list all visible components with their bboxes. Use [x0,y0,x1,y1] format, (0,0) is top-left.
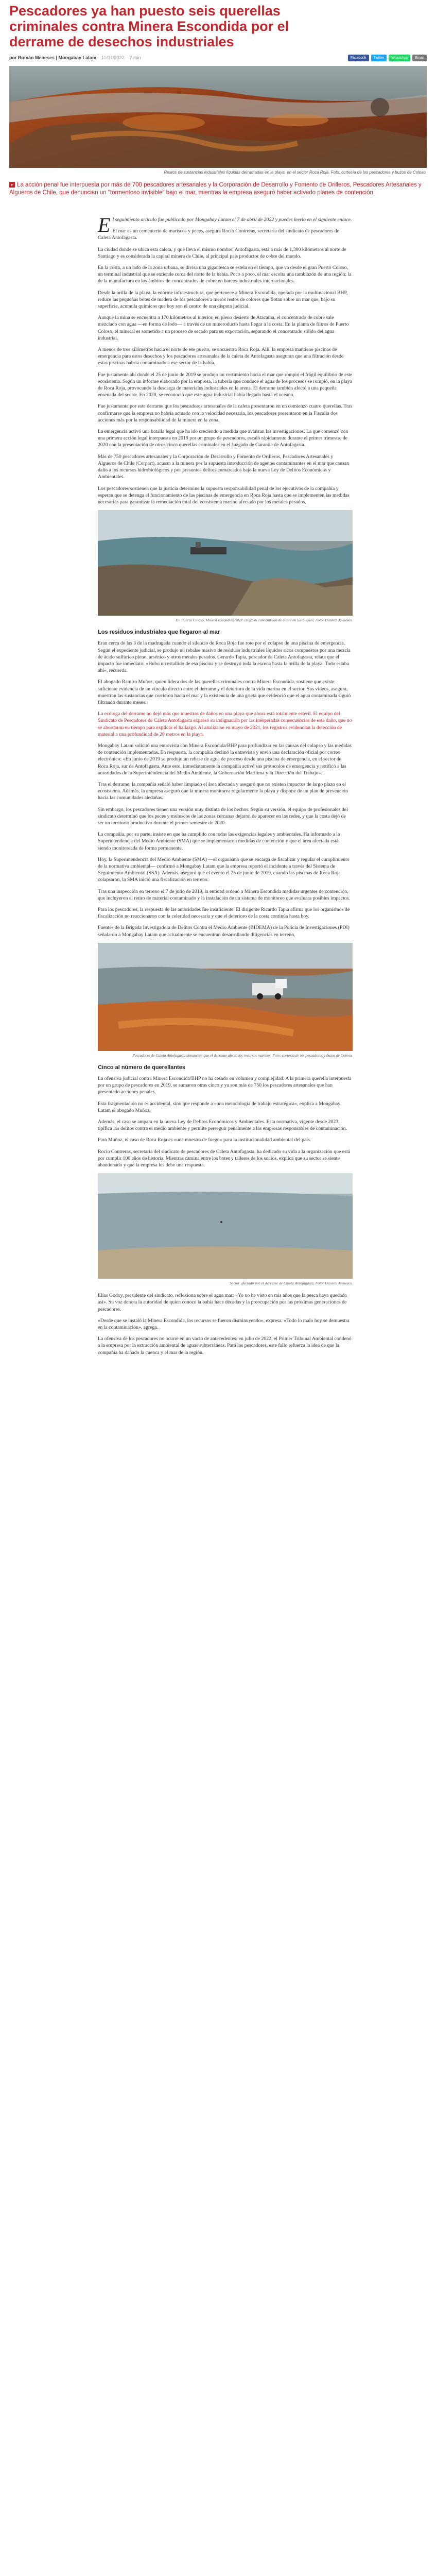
body-paragraph: A menos de tres kilómetros hacia el norte de ese puerto, se encuentra Roca Roja. Allí, la empresa mantiene piscinas de emergencia para estos desechos y los pescadores artesanales de la caleta de Antofagasta aseguran que una filtración desde estas piscinas habría contaminado a ese sector de la bahía. [98,347,344,366]
body-paragraph: Los pescadores sostienen que la justicia determine la supuesta responsabilidad penal de los ejecutivos de la compañía y esperan que se detenga el funcionamiento de las piscinas de emergencia en Roca Roja hasta que se implementen las medidas necesarias para garantizar la remediación total del ecosistema marino afectado por los metales pesados. [98,485,350,505]
article-lead [9,181,427,197]
body-paragraph: En la costa, a un lado de la zona urbana, se divisa una gigantesca se estela en el tiempo, que va desde el gran Puerto Coloso, un terminal industrial que se extiende cerca del norte de la bahía. Poco a poco, el mar escolta una ramblazón de una región; la de la manufactura en los ámbitos de concentrados de cobre en barcos industriales internacionales. [98,265,352,284]
photo-caleta [98,1173,353,1279]
author-byline[interactable]: por Román Meneses | Mongabay Latam [9,55,97,60]
photo-roca-roja-caption: Pescadores de Caleta Antofagasta denuncian que el derrame afectó los recursos marinos. Foto: cortesía de los pescadores y buzos de Coloso. [132,1053,353,1058]
body-paragraph: La ciudad donde se ubica esta caleta, y que lleva el mismo nombre, Antofagasta, está a más de 1,300 kilómetros al norte de Santiago y es considerada la capital minera de Chile, al principal país productor de cobre del mundo. [98,246,346,259]
body-paragraph[interactable]: La ecóloga del derrame no dejó más que muestras de daños en una playa que ahora está totalmente estéril. El equipo del Sindicato de Pescadores de Caleta Antofagasta expresó su indignación por las inesperadas consecuencias de este daño, que no se abordaron en tiempo para explicar el hallazgo. Al analizarse en mayo de 2021, los registros evidencian la detección de material a una profundidad de 20 metros en la playa. [98,711,352,737]
share-buttons [348,55,427,61]
bay-photo-illustration [98,1173,353,1279]
share-email-button[interactable]: Email [412,55,427,61]
hero-image [9,66,427,168]
body-paragraph: Más de 750 pescadores artesanales y la Corporación de Desarrollo y Fomento de Orilleros, Pescadores Artesanales y Algueros de Chile (Corpart), acusan a la minera por la supuesta introducción de agentes contaminantes en el mar que causan daño a los recursos hidrobiológicos y por presuntos delitos enmarcados bajo la nueva Ley de Delitos Económicos y Ambientales. [98,453,350,480]
body-paragraph: Rocío Contreras, secretaria del sindicato de pescadores de Caleta Antofagasta, ha dedicado su vida a la organización que está por cumplir 100 años de historia. Mientras camina entre los botes y talleres de los socios, explica que su sector se siente abandonado y que la empresa les debe una respuesta. [98,1148,351,1168]
body-paragraph: Tras el derrame, la compañía señaló haber limpiado el área afectada y aseguró que no existen impactos de largo plazo en el ecosistema. Además, la empresa aseguró que la minera monitorea regularmente la playa y dispone de un plan de prevención hacia las comunidades aledañas. [98,781,348,801]
body-paragraph: Fue justamente por este derrame que los pescadores artesanales de la caleta presentaron en un comienzo cuatro querellas. Tras confirmarse que la empresa no habría actuado con la velocidad necesaria, los pescadores presentaron en la Fiscalía dos acciones más por la responsabilidad de la minera en la zona. [98,403,353,423]
body-paragraph: Aunque la mina se encuentra a 170 kilómetros al interior, en pleno desierto de Atacama, el concentrado de cobre sale mezclado con agua —en forma de lodo— a través de un mineroducto hasta llegar a la costa. En la planta de filtros de Puerto Coloso, el mineral es sometido a un proceso de secado para su exportación, separando el concentrado sólido del agua industrial. [98,315,349,341]
lead-marker-icon: ▸ [9,182,15,188]
body-paragraph: Para los pescadores, la respuesta de las autoridades fue insuficiente. El dirigente Ricardo Tapia afirma que los organismos de fiscalización no reaccionaron con la celeridad necesaria y que el deterioro de la costa continúa hasta hoy. [98,907,350,920]
body-paragraph: Fue justamente ahí donde el 25 de junio de 2019 se produjo un vertimiento hacia el mar que rompió el frágil equilibrio de este ecosistema. Según un informe elaborado por la empresa, la tubería que conduce el agua de los procesos se rompió, en la playa de Roca Roja, provocando la descarga de materiales industriales en la arena. El derrame también afectó a una pequeña ensenada del sector. En 2020, se reconoció que este agua industrial había llegado hasta el océano. [98,371,353,398]
body-paragraph: Desde la orilla de la playa, la enorme infraestructura, que pertenece a Minera Escondida, operada por la multinacional BHP, reduce las pequeñas botes de madera de los pescadores a meros restos de colores que flotan sobre un mar que, bajo su superficie, acumula químicos que hoy son el centro de una disputa judicial. [98,290,348,310]
body-paragraph: Mongabay Latam solicitó una entrevista con Minera Escondida/BHP para profundizar en las causas del colapso y las medidas de contención implementadas. En respuesta, la compañía declinó la entrevista y envió una declaración oficial por correo electrónico: «En junio de 2019 se produjo un rebase de agua de proceso desde una piscina de emergencia, en el sector de Roca Roja, sur de Antofagasta. Ante esto, inmediatamente la compañía activó sus protocolos de emergencia y notificó a las autoridades de la Superintendencia del Medio Ambiente, la Gobernación Marítima y la Dirección del Trabajo». [98,742,352,776]
share-twitter-button[interactable]: Twitter [371,55,387,61]
body-paragraph: Para Muñoz, el caso de Roca Roja es «una muestra de fuego» para la institucionalidad ambiental del país. [98,1137,311,1143]
body-paragraph: Elías Godoy, presidente del sindicato, reflexiona sobre el agua mar: «Yo no he visto en mis años que la pesca haya quedado así». Su voz denota la autoridad de quien conoce la bahía hace décadas y la preocupación por las próximas generaciones de pescadores. [98,1293,347,1312]
body-paragraph: Sin embargo, los pescadores tienen una versión muy distinta de los hechos. Según su versión, el equipo de profesionales del sindicato determinó que los peces y moluscos de las zonas cercanas dejaron de aparecer en las redes, y que la costa dejó de ser un territorio productivo durante el primer semestre de 2020. [98,806,348,826]
dropcap: E [98,213,111,236]
truck-photo-illustration [98,943,353,1051]
article-title: Pescadores ya han puesto seis querellas criminales contra Minera Escondida por el derrame de desechos industriales [9,3,289,49]
intro-paragraph: El seguimiento artículo fue publicado por Mongabay Latam el 7 de abril de 2022 y puedes leerlo en el siguiente enlace. [98,213,352,236]
body-paragraph: Tras una inspección en terreno el 7 de julio de 2019, la entidad ordenó a Minera Escondida medidas urgentes de contención, que incluyeron el retiro de material contaminado y la instalación de un sistema de monitoreo que evaluara posibles impactos. [98,888,350,901]
lead-text: La acción penal fue interpuesta por más de 700 pescadores artesanales y la Corporación de Desarrollo y Fomento de Orilleros, Pescadores Artesanales y Algueros de Chile, que denuncian un "tormentoso invisible" bajo el mar, mientras la empresa aseguró haber activado planes de contención. [9,182,422,196]
body-paragraph: La ofensiva de los pescadores no ocurre en un vacío de antecedentes: en julio de 2022, el Primer Tribunal Ambiental condenó a la empresa por la extracción ambiental de aguas subterráneas. Para los pescadores, este fallo refuerza la idea de que la compañía ha dañado la cuenca y el mar de la región. [98,1336,352,1355]
reading-time: 7 min [129,55,141,60]
photo-caleta-caption: Sector afectado por el derrame de Caleta Antofagasta. Foto: Daniela Meneses. [230,1281,353,1286]
share-whatsapp-button[interactable]: WhatsApp [389,55,410,61]
body-paragraph: El mar es un cementerio de mariscos y peces, asegura Rocío Contreras, secretaria del sindicato de pescadores de Caleta Antofagasta. [98,228,339,241]
coast-photo-illustration [98,510,353,616]
share-facebook-button[interactable]: Facebook [348,55,369,61]
article-body [98,213,353,1356]
body-paragraph: La ofensiva judicial contra Minera Escondida/BHP no ha cesado en volumen y complejidad. A la primera querella interpuesta por un grupo de pescadores en 2019, se sumaron otras cinco y ya son más de 750 los pescadores artesanales que han presentado acciones penales. [98,1076,352,1095]
section-heading-querellantes: Cinco al número de querellantes [98,1064,185,1071]
body-paragraph: Hoy, la Superintendencia del Medio Ambiente (SMA) —el organismo que se encarga de fiscalizar y regular el cumplimiento de la normativa ambiental— confirmó a Mongabay Latam que la empresa reportó el incidente a través del Sistema de Seguimiento Ambiental (SSA). Además, aseguró que el evento el 25 de junio de 2019, cuando las piscinas de Roca Roja colapsaron, la SMA inició una fiscalización en terreno. [98,856,350,883]
body-paragraph: Eran cerca de las 3 de la madrugada cuando el silencio de Roca Roja fue roto por el colapso de una piscina de emergencia. Según el expediente judicial, se produjo un rebalse masivo de residuos industriales líquidos ricos compuestos por una mezcla de ácido sulfúrico pleno, arsénico y otros metales pesados. Gerardo Tapia, pescador de Caleta Antofagasta, relata que el impacto fue inmediato: «Hubo un estallido de esa piscina y se destruyó toda la escena hasta la orilla de la playa. Todo estaba ahí», recuerda. [98,640,351,674]
publish-date: 11/07/2022 [101,55,125,60]
body-paragraph: «Desde que se instaló la Minera Escondida, los recursos se fueron disminuyendo», expresa. «Todo lo malo hoy se demuestra en la contaminación», agrega. [98,1317,350,1331]
body-paragraph: Fuentes de la Brigada Investigadora de Delitos Contra el Medio Ambiente (BIDEMA) de la Policía de Investigaciones (PDI) señalaron a Mongabay Latam que actualmente se encuentran desarrollando diligencias en terreno. [98,925,350,938]
body-paragraph: Esta fragmentación no es accidental, sino que responde a «una metodología de trabajo estratégica», explica a Mongabay Latam el abogado Muñoz. [98,1100,341,1113]
hero-caption: Restos de sustancias industriales líquidas derramadas en la playa, en el sector Roca Roja. Foto: cortesía de los pescadores y buzos de Coloso. [164,170,427,175]
hero-photo-illustration [9,66,427,168]
article-meta [9,54,427,62]
body-paragraph: El abogado Ramiro Muñoz, quien lidera dos de las querellas criminales contra Minera Escondida, sostiene que existe suficiente evidencia de un vínculo directo entre el derrame y el deterioro de la vida marina en el sector. Sus videos, asegura, muestran las sustancias que corrieron hacia el mar y la existencia de una grieta que evidenció que el agua contaminada siguió filtrando durante meses. [98,679,351,705]
body-paragraph: La emergencia activó una batalla legal que ha ido creciendo a medida que avanzan las investigaciones. La que comenzó con una primera acción legal interpuesta en 2019 por un grupo de pescadores, escaló rápidamente durante el primer trimestre de 2020 con la presentación de otros cinco querellas criminales en el Juzgado de Garantía de Antofagasta. [98,429,348,448]
body-paragraph: Además, el caso se ampara en la nueva Ley de Delitos Económicos y Ambientales. Esta normativa, vigente desde 2023, tipifica los delitos contra el medio ambiente y permite perseguir penalmente a las empresas responsables de contaminación. [98,1119,347,1132]
section-heading-residuos: Los residuos industriales que llegaron al mar [98,629,220,636]
body-paragraph: La compañía, por su parte, insiste en que ha cumplido con todas las exigencias legales y ambientales. Ha informado a la Superintendencia del Medio Ambiente (SMA) que se implementaron medidas de contención y que el área afectada está siendo monitoreada de forma permanente. [98,832,340,851]
photo-roca-roja [98,943,353,1051]
photo-coloso [98,510,353,616]
photo-coloso-caption: En Puerto Coloso, Minera Escondida/BHP carga su concentrado de cobre en los buques. Foto: Daniela Meneses. [176,618,353,623]
